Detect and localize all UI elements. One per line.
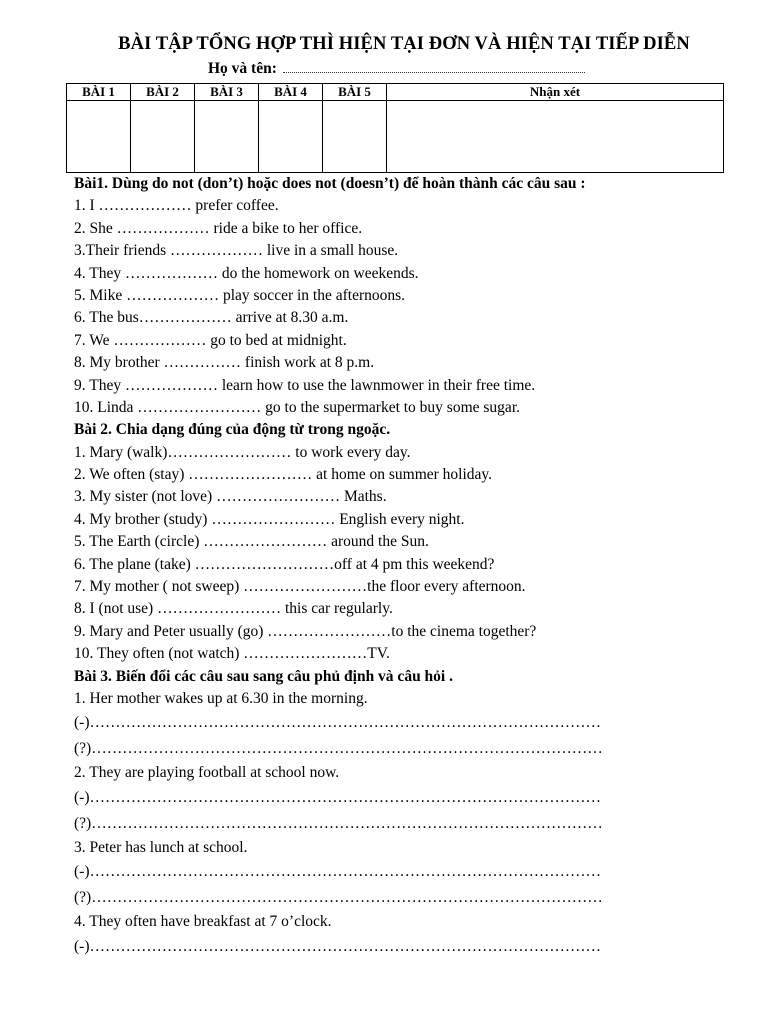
exercise-1-item-5: 5. Mike ……………… play soccer in the afternoons. bbox=[74, 286, 406, 304]
exercise-3-sentence-2: 2. They are playing football at school now. bbox=[74, 764, 340, 782]
exercise-3-negative-answer-1[interactable]: (-)……………………………………………………………………………………… bbox=[74, 714, 601, 732]
exercise-3-negative-answer-4[interactable]: (-)……………………………………………………………………………………… bbox=[74, 937, 601, 955]
score-cell-bai5[interactable] bbox=[323, 101, 387, 173]
name-blank[interactable] bbox=[283, 60, 585, 73]
exercise-2-item-5: 5. The Earth (circle) …………………… around the Sun. bbox=[74, 533, 429, 551]
exercise-1-item-3: 3.Their friends ……………… live in a small house. bbox=[74, 242, 399, 260]
worksheet-content bbox=[74, 173, 754, 960]
score-cell-bai1[interactable] bbox=[67, 101, 131, 173]
name-label: Họ và tên: bbox=[208, 60, 277, 77]
exercise-2-item-3: 3. My sister (not love) …………………… Maths. bbox=[74, 488, 387, 506]
exercise-1-item-6: 6. The bus……………… arrive at 8.30 a.m. bbox=[74, 309, 349, 327]
score-cell-comment[interactable] bbox=[387, 101, 724, 173]
exercise-2-item-10: 10. They often (not watch) ……………………TV. bbox=[74, 645, 390, 663]
exercise-2-item-4: 4. My brother (study) …………………… English every night. bbox=[74, 510, 465, 528]
score-cell-bai2[interactable] bbox=[131, 101, 195, 173]
exercise-2-item-2: 2. We often (stay) …………………… at home on summer holiday. bbox=[74, 466, 493, 484]
exercise-2-item-9: 9. Mary and Peter usually (go) ……………………to the cinema together? bbox=[74, 622, 537, 640]
score-header-bai3: BÀI 3 bbox=[195, 84, 259, 101]
worksheet-title: BÀI TẬP TỔNG HỢP THÌ HIỆN TẠI ĐƠN VÀ HIỆN TẠI TIẾP DIỄN bbox=[118, 34, 690, 54]
exercise-3-sentence-3: 3. Peter has lunch at school. bbox=[74, 838, 248, 856]
exercise-2-item-6: 6. The plane (take) ………………………off at 4 pm this weekend? bbox=[74, 555, 495, 573]
exercise-3-sentence-4: 4. They often have breakfast at 7 o’clock. bbox=[74, 913, 332, 931]
exercise-3-negative-answer-2[interactable]: (-)……………………………………………………………………………………… bbox=[74, 788, 601, 806]
score-entry-row bbox=[67, 101, 724, 173]
exercise-3-question-answer-2[interactable]: (?)……………………………………………………………………………………… bbox=[74, 814, 603, 832]
score-header-bai1: BÀI 1 bbox=[67, 84, 131, 101]
exercise-1-item-10: 10. Linda …………………… go to the supermarket to buy some sugar. bbox=[74, 398, 520, 416]
score-header-row bbox=[67, 84, 724, 101]
score-cell-bai3[interactable] bbox=[195, 101, 259, 173]
section-3-heading: Bài 3. Biến đổi các câu sau sang câu phủ định và câu hỏi . bbox=[74, 667, 453, 685]
exercise-1-item-4: 4. They ……………… do the homework on weekends. bbox=[74, 264, 419, 282]
score-header-bai5: BÀI 5 bbox=[323, 84, 387, 101]
exercise-2-item-1: 1. Mary (walk)…………………… to work every day. bbox=[74, 443, 411, 461]
exercise-3-question-answer-1[interactable]: (?)……………………………………………………………………………………… bbox=[74, 740, 603, 758]
section-2-heading: Bài 2. Chia dạng đúng của động từ trong ngoặc. bbox=[74, 421, 391, 439]
score-cell-bai4[interactable] bbox=[259, 101, 323, 173]
exercise-3-question-answer-3[interactable]: (?)……………………………………………………………………………………… bbox=[74, 889, 603, 907]
exercise-1-item-2: 2. She ……………… ride a bike to her office. bbox=[74, 219, 363, 237]
section-1-heading: Bài1. Dùng do not (don’t) hoặc does not (doesn’t) để hoàn thành các câu sau : bbox=[74, 175, 586, 192]
score-table bbox=[66, 83, 724, 173]
exercise-1-item-9: 9. They ……………… learn how to use the lawnmower in their free time. bbox=[74, 376, 536, 394]
exercise-2-item-8: 8. I (not use) …………………… this car regularly. bbox=[74, 600, 393, 618]
score-header-bai4: BÀI 4 bbox=[259, 84, 323, 101]
exercise-3-negative-answer-3[interactable]: (-)……………………………………………………………………………………… bbox=[74, 863, 601, 881]
exercise-1-item-1: 1. I ……………… prefer coffee. bbox=[74, 197, 279, 215]
exercise-1-item-8: 8. My brother …………… finish work at 8 p.m. bbox=[74, 354, 375, 372]
exercise-3-sentence-1: 1. Her mother wakes up at 6.30 in the morning. bbox=[74, 689, 368, 707]
score-header-comment: Nhận xét bbox=[387, 84, 724, 101]
score-header-bai2: BÀI 2 bbox=[131, 84, 195, 101]
exercise-2-item-7: 7. My mother ( not sweep) ……………………the floor every afternoon. bbox=[74, 578, 526, 596]
name-field bbox=[208, 60, 585, 78]
exercise-1-item-7: 7. We ……………… go to bed at midnight. bbox=[74, 331, 347, 349]
